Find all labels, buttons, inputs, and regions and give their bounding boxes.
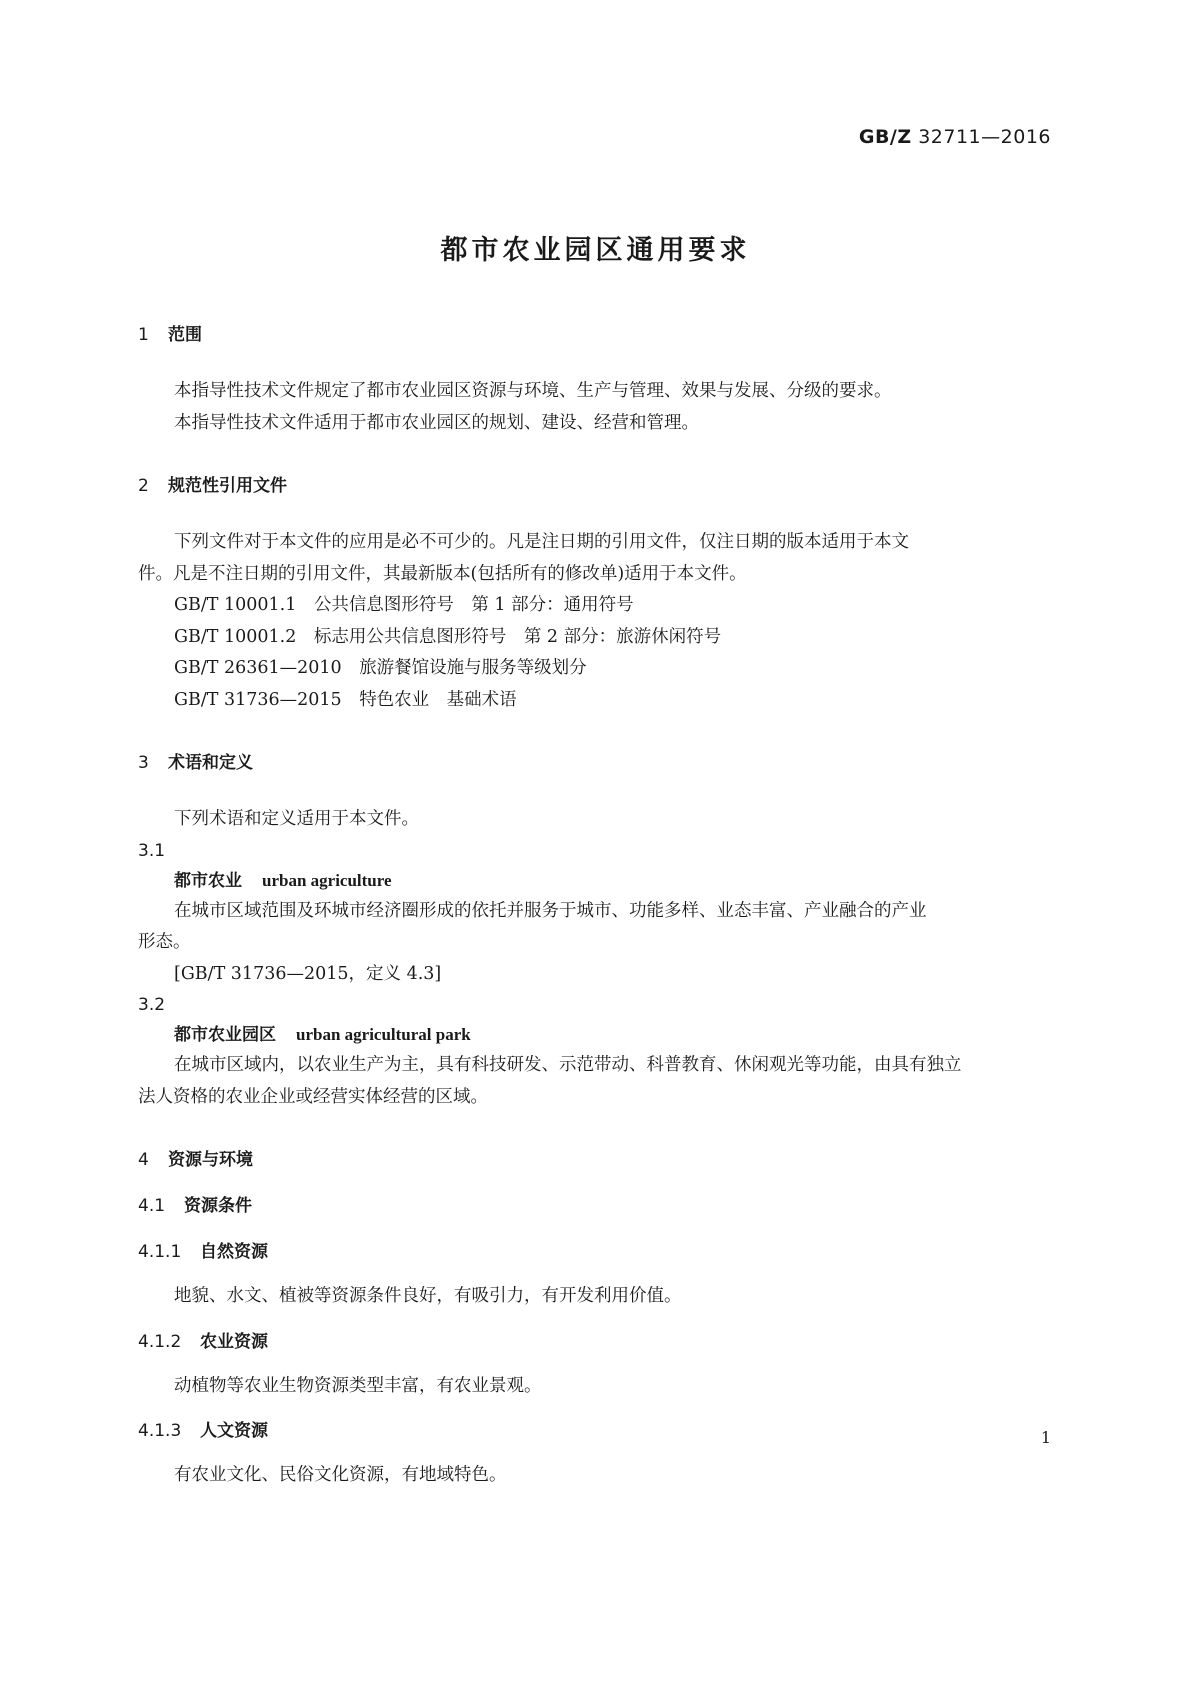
reference-item (138, 685, 1052, 717)
paragraph: 下列术语和定义适用于本文件。 (174, 809, 419, 829)
section-title: 农业资源 (200, 1331, 268, 1352)
term-chinese: 都市农业 (174, 870, 242, 891)
reference-title: 特色农业 基础术语 (359, 689, 517, 710)
paragraph-continuation: 件。凡是不注日期的引用文件，其最新版本(包括所有的修改单)适用于本文件。 (138, 563, 747, 584)
term-english: urban agricultural park (296, 1025, 471, 1044)
section-title: 自然资源 (200, 1242, 268, 1262)
page-number: 1 (1040, 1428, 1051, 1447)
reference-title: 公共信息图形符号 第 1 部分：通用符号 (313, 595, 634, 615)
section-number: 3 (138, 753, 149, 773)
term-english: urban agriculture (262, 870, 392, 890)
reference-item (138, 653, 1052, 685)
section-number: 4.1.2 (138, 1331, 182, 1352)
paragraph: 动植物等农业生物资源类型丰富，有农业景观。 (174, 1375, 542, 1396)
term-number: 3.1 (138, 840, 166, 861)
term-chinese: 都市农业园区 (174, 1025, 276, 1045)
paragraph: 本指导性技术文件适用于都市农业园区的规划、建设、经营和管理。 (174, 412, 699, 433)
section-heading-2 (138, 469, 1052, 503)
reference-title: 旅游餐馆设施与服务等级划分 (359, 658, 587, 678)
reference-item (138, 590, 1052, 622)
section-heading-1 (138, 318, 1052, 352)
section-number: 4.1.1 (138, 1242, 182, 1262)
term-definition-continuation: 法人资格的农业企业或经营实体经营的区域。 (138, 1086, 488, 1107)
term-definition-continuation: 形态。 (138, 932, 191, 952)
term-source: [GB/T 31736—2015，定义 4.3] (174, 963, 442, 984)
section-title: 范围 (168, 325, 202, 345)
reference-item (138, 622, 1052, 654)
paragraph: 下列文件对于本文件的应用是必不可少的。凡是注日期的引用文件，仅注日期的版本适用于本文 (174, 532, 909, 552)
subsection-heading-4-1-1 (138, 1235, 1052, 1269)
reference-code: GB/T 10001.1 (174, 595, 297, 615)
subsection-heading-4-1 (138, 1189, 1052, 1223)
reference-code: GB/T 26361—2010 (174, 658, 342, 678)
term-name (138, 866, 1052, 896)
section-title: 资源条件 (184, 1196, 252, 1216)
reference-title: 标志用公共信息图形符号 第 2 部分：旅游休闲符号 (313, 626, 722, 647)
standard-code: GB/Z (858, 126, 912, 148)
reference-code: GB/T 10001.2 (174, 626, 297, 647)
standard-number (859, 126, 1051, 148)
section-number: 2 (138, 476, 149, 496)
term-definition: 在城市区域内，以农业生产为主，具有科技研发、示范带动、科普教育、休闲观光等功能，由具有独立 (174, 1055, 962, 1075)
term-number: 3.2 (138, 995, 166, 1015)
term-definition: 在城市区域范围及环城市经济圈形成的依托并服务于城市、功能多样、业态丰富、产业融合的产业 (174, 900, 927, 921)
document-title: 都市农业园区通用要求 (440, 235, 751, 266)
document-body (138, 318, 1052, 1492)
section-number: 1 (138, 325, 149, 345)
paragraph: 地貌、水文、植被等资源条件良好，有吸引力，有开发利用价值。 (174, 1286, 682, 1306)
section-title: 人文资源 (200, 1421, 268, 1441)
subsection-heading-4-1-2 (138, 1325, 1052, 1359)
section-heading-3 (138, 746, 1052, 780)
section-title: 资源与环境 (168, 1150, 253, 1170)
standard-year: 32711—2016 (918, 126, 1051, 148)
reference-code: GB/T 31736—2015 (174, 689, 342, 710)
section-title: 规范性引用文件 (168, 476, 287, 496)
section-number: 4.1 (138, 1196, 166, 1216)
section-number: 4.1.3 (138, 1421, 182, 1441)
paragraph: 本指导性技术文件规定了都市农业园区资源与环境、生产与管理、效果与发展、分级的要求。 (174, 381, 892, 401)
section-title: 术语和定义 (168, 753, 253, 773)
section-number: 4 (138, 1150, 149, 1170)
subsection-heading-4-1-3 (138, 1414, 1052, 1448)
paragraph: 有农业文化、民俗文化资源，有地域特色。 (174, 1465, 507, 1485)
section-heading-4 (138, 1143, 1052, 1177)
term-name (138, 1020, 1052, 1050)
